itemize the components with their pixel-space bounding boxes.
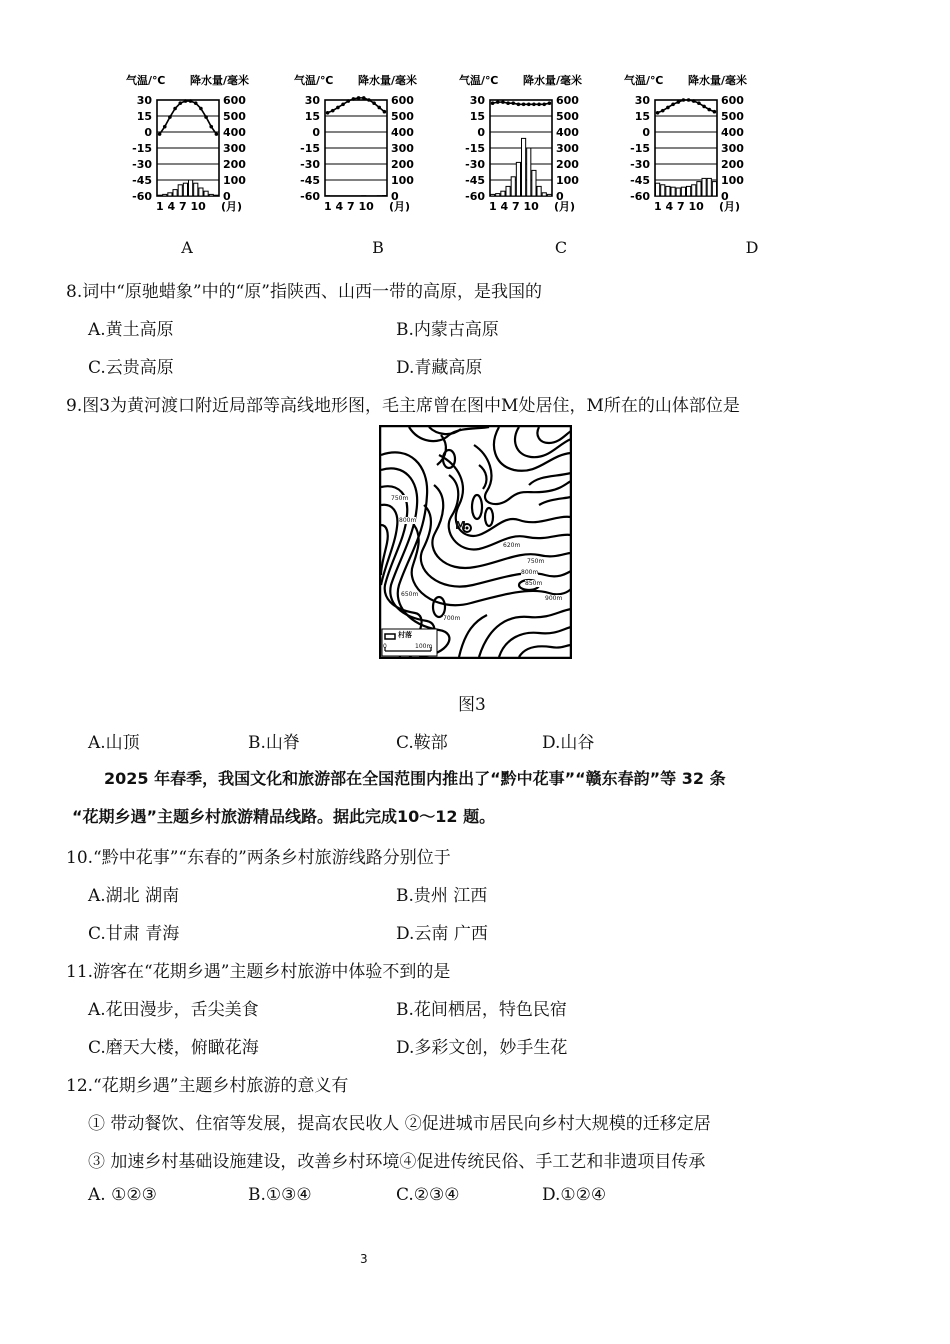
map-contour-label: 800m	[399, 517, 417, 524]
precip-bar	[712, 182, 716, 196]
q12-option-b: B.①③④	[248, 1185, 312, 1205]
temp-tick-label: 15	[304, 110, 320, 123]
temperature-point	[199, 107, 203, 111]
temperature-point	[377, 106, 381, 110]
precip-bar	[527, 148, 531, 196]
temperature-point	[336, 106, 340, 110]
q12-statement-2: ③ 加速乡村基础设施建设，改善乡村环境④促进传统民俗、手工艺和非遗项目传承	[88, 1152, 706, 1172]
temp-tick-label: 30	[136, 94, 152, 107]
temp-tick-label: 0	[312, 126, 320, 139]
temperature-point	[548, 101, 552, 105]
temperature-line	[493, 102, 550, 104]
precip-bar	[173, 190, 177, 196]
temp-tick-label: -45	[465, 174, 485, 187]
map-contour-label: 900m	[545, 595, 563, 602]
temperature-point	[184, 99, 188, 103]
map-scale-zero: 0	[383, 643, 387, 650]
q10-option-a: A.湖北 湖南	[88, 886, 180, 906]
temperature-point	[341, 102, 345, 106]
precip-tick-label: 500	[223, 110, 246, 123]
precip-tick-label: 200	[223, 158, 246, 171]
q8-option-a: A.黄土高原	[88, 320, 174, 340]
intro-line-2: “花期乡遇”主题乡村旅游精品线路。据此完成10～12 题。	[72, 807, 496, 826]
temperature-point	[522, 102, 526, 106]
temp-axis-title: 气温/℃	[624, 74, 664, 87]
temperature-point	[357, 96, 361, 100]
temperature-point	[163, 125, 167, 129]
temp-tick-label: -30	[132, 158, 152, 171]
precip-bar	[189, 180, 193, 196]
precip-bar	[661, 185, 665, 196]
page-number: 3	[360, 1252, 368, 1266]
chart-label-b: B	[372, 238, 384, 257]
precip-bar	[194, 183, 198, 196]
climate-charts-svg	[0, 0, 950, 230]
precip-bar	[178, 185, 182, 196]
precip-tick-label: 500	[391, 110, 414, 123]
precip-bar	[158, 195, 162, 196]
temperature-point	[511, 101, 515, 105]
precip-bar	[163, 194, 167, 196]
precip-tick-label: 200	[721, 158, 744, 171]
month-tick-label: 1 4 7 10	[489, 200, 539, 213]
q10-option-d: D.云南 广西	[396, 924, 488, 944]
q11-option-d: D.多彩文创，妙手生花	[396, 1038, 568, 1058]
precip-tick-label: 0	[721, 190, 729, 203]
temp-tick-label: 15	[469, 110, 485, 123]
q11-option-b: B.花间栖居，特色民宿	[396, 1000, 567, 1020]
temperature-point	[194, 101, 198, 105]
temp-tick-label: 30	[469, 94, 485, 107]
map-contour-label: 750m	[391, 495, 409, 502]
temperature-point	[362, 96, 366, 100]
temperature-point	[527, 102, 531, 106]
temp-tick-label: -15	[465, 142, 485, 155]
temperature-point	[661, 109, 665, 113]
temp-tick-label: 0	[642, 126, 650, 139]
q12-stem: 12.“花期乡遇”主题乡村旅游的意义有	[66, 1076, 349, 1096]
q11-option-a: A.花田漫步，舌尖美食	[88, 1000, 259, 1020]
precip-bar	[522, 138, 526, 196]
q10-option-b: B.贵州 江西	[396, 886, 488, 906]
temp-tick-label: -45	[300, 174, 320, 187]
chart-label-a: A	[181, 238, 193, 257]
precip-tick-label: 400	[223, 126, 246, 139]
temp-tick-label: 15	[136, 110, 152, 123]
precip-tick-label: 400	[391, 126, 414, 139]
precip-bar	[707, 178, 711, 196]
month-tick-label: 1 4 7 10	[156, 200, 206, 213]
temperature-point	[496, 100, 500, 104]
temp-axis-title: 气温/℃	[459, 74, 499, 87]
temperature-point	[687, 98, 691, 102]
temp-tick-label: -30	[630, 158, 650, 171]
precip-tick-label: 600	[556, 94, 579, 107]
q10-stem: 10.“黔中花事”“东春的”两条乡村旅游线路分别位于	[66, 848, 451, 868]
map-legend-label: 村落	[398, 631, 412, 639]
temp-tick-label: -15	[132, 142, 152, 155]
precip-bar	[496, 194, 500, 196]
month-tick-label: 1 4 7 10	[324, 200, 374, 213]
map-scale-length: 100m	[415, 643, 433, 650]
q10-option-c: C.甘肃 青海	[88, 924, 180, 944]
temperature-point	[168, 115, 172, 119]
temp-tick-label: -15	[300, 142, 320, 155]
q9-option-d: D.山谷	[542, 733, 595, 753]
temperature-point	[331, 109, 335, 113]
precip-tick-label: 600	[721, 94, 744, 107]
precip-tick-label: 500	[556, 110, 579, 123]
temperature-point	[204, 115, 208, 119]
temp-tick-label: -60	[300, 190, 320, 203]
temperature-point	[491, 101, 495, 105]
intro-line-1: 2025 年春季，我国文化和旅游部在全国范围内推出了“黔中花事”“赣东春韵”等 32 条	[104, 769, 726, 788]
precip-tick-label: 300	[391, 142, 414, 155]
precip-bar	[692, 185, 696, 196]
temperature-point	[506, 101, 510, 105]
temperature-point	[702, 105, 706, 109]
precip-axis-title: 降水量/毫米	[358, 74, 418, 87]
temperature-point	[383, 110, 387, 114]
temp-axis-title: 气温/℃	[294, 74, 334, 87]
precip-bar	[537, 186, 541, 196]
temperature-point	[367, 98, 371, 102]
precip-tick-label: 0	[223, 190, 231, 203]
temperature-point	[326, 111, 330, 115]
temp-tick-label: -60	[132, 190, 152, 203]
map-contour-label: 650m	[401, 591, 419, 598]
month-unit-label: (月)	[719, 200, 741, 213]
precip-bar	[702, 178, 706, 196]
precip-bar	[666, 186, 670, 196]
temperature-point	[209, 125, 213, 129]
precip-tick-label: 300	[223, 142, 246, 155]
temperature-point	[173, 107, 177, 111]
q9-option-a: A.山顶	[88, 733, 140, 753]
chart-label-c: C	[554, 238, 568, 257]
precip-tick-label: 100	[391, 174, 414, 187]
temperature-point	[532, 102, 536, 106]
precip-tick-label: 400	[721, 126, 744, 139]
temp-tick-label: 15	[634, 110, 650, 123]
temp-tick-label: -45	[630, 174, 650, 187]
temp-tick-label: -45	[132, 174, 152, 187]
precip-tick-label: 600	[391, 94, 414, 107]
month-unit-label: (月)	[554, 200, 576, 213]
q9-option-b: B.山脊	[248, 733, 300, 753]
q9-option-c: C.鞍部	[396, 733, 448, 753]
precip-tick-label: 100	[223, 174, 246, 187]
precip-bar	[199, 188, 203, 196]
precip-tick-label: 100	[556, 174, 579, 187]
climate-charts	[0, 0, 950, 260]
temperature-point	[537, 102, 541, 106]
precip-tick-label: 400	[556, 126, 579, 139]
temperature-point	[692, 99, 696, 103]
temperature-point	[666, 106, 670, 110]
q11-option-c: C.磨天大楼，俯瞰花海	[88, 1038, 259, 1058]
precip-bar	[547, 194, 551, 196]
q12-option-a: A. ①②③	[88, 1185, 157, 1205]
precip-tick-label: 300	[556, 142, 579, 155]
q9-stem: 9.图3为黄河渡口附近局部等高线地形图，毛主席曾在图中M处居住，M所在的山体部位是	[66, 396, 740, 416]
precip-bar	[676, 188, 680, 196]
precip-bar	[491, 194, 495, 196]
precip-tick-label: 0	[556, 190, 564, 203]
precip-bar	[671, 187, 675, 196]
precip-bar	[681, 187, 685, 196]
q12-option-d: D.①②④	[542, 1185, 607, 1205]
map-m-label: M	[455, 519, 466, 532]
temp-tick-label: 30	[304, 94, 320, 107]
precip-axis-title: 降水量/毫米	[523, 74, 583, 87]
temperature-point	[346, 99, 350, 103]
q8-stem: 8.词中“原驰蜡象”中的“原”指陕西、山西一带的高原，是我国的	[66, 282, 542, 302]
contour-map-svg	[379, 425, 572, 659]
precip-axis-title: 降水量/毫米	[190, 74, 250, 87]
precip-bar	[501, 191, 505, 196]
temperature-point	[676, 100, 680, 104]
precip-bar	[214, 195, 218, 196]
month-unit-label: (月)	[389, 200, 411, 213]
q8-option-d: D.青藏高原	[396, 358, 483, 378]
precip-bar	[516, 162, 520, 196]
temp-tick-label: 30	[634, 94, 650, 107]
precip-bar	[168, 193, 172, 196]
precip-bar	[697, 182, 701, 196]
temperature-point	[671, 102, 675, 106]
temp-tick-label: -60	[465, 190, 485, 203]
q8-option-c: C.云贵高原	[88, 358, 174, 378]
temp-tick-label: -15	[630, 142, 650, 155]
precip-bar	[204, 191, 208, 196]
precip-tick-label: 600	[223, 94, 246, 107]
precip-tick-label: 0	[391, 190, 399, 203]
temperature-point	[158, 132, 162, 136]
map-contour-label: 850m	[525, 580, 543, 587]
precip-tick-label: 500	[721, 110, 744, 123]
temperature-line	[658, 100, 715, 113]
temperature-point	[352, 97, 356, 101]
temperature-point	[713, 110, 717, 114]
temperature-point	[178, 101, 182, 105]
precip-bar	[687, 186, 691, 196]
temperature-point	[682, 98, 686, 102]
map-contour-label: 800m	[521, 569, 539, 576]
temperature-line	[160, 101, 217, 134]
precip-bar	[542, 193, 546, 196]
temp-tick-label: 0	[144, 126, 152, 139]
map-contour-label: 750m	[527, 558, 545, 565]
temp-tick-label: 0	[477, 126, 485, 139]
precip-axis-title: 降水量/毫米	[688, 74, 748, 87]
temperature-point	[501, 100, 505, 104]
precip-tick-label: 300	[721, 142, 744, 155]
month-tick-label: 1 4 7 10	[654, 200, 704, 213]
precip-tick-label: 100	[721, 174, 744, 187]
temperature-point	[215, 132, 219, 136]
precip-tick-label: 200	[391, 158, 414, 171]
temp-axis-title: 气温/℃	[126, 74, 166, 87]
precip-tick-label: 200	[556, 158, 579, 171]
temperature-point	[517, 102, 521, 106]
q8-option-b: B.内蒙古高原	[396, 320, 499, 340]
temperature-point	[707, 108, 711, 112]
q12-statement-1: ① 带动餐饮、住宿等发展，提高农民收人 ②促进城市居民向乡村大规模的迁移定居	[88, 1114, 711, 1134]
map-contour-label: 700m	[443, 615, 461, 622]
precip-bar	[183, 183, 187, 196]
q11-stem: 11.游客在“花期乡遇”主题乡村旅游中体验不到的是	[66, 962, 451, 982]
figure-3-caption: 图3	[458, 695, 486, 715]
temp-tick-label: -30	[465, 158, 485, 171]
q12-option-c: C.②③④	[396, 1185, 460, 1205]
precip-bar	[506, 186, 510, 196]
temp-tick-label: -60	[630, 190, 650, 203]
month-unit-label: (月)	[221, 200, 243, 213]
map-contour-label: 620m	[503, 542, 521, 549]
temperature-point	[656, 111, 660, 115]
precip-bar	[532, 170, 536, 196]
contour-map	[379, 425, 572, 659]
temperature-point	[542, 102, 546, 106]
temperature-point	[697, 101, 701, 105]
temp-tick-label: -30	[300, 158, 320, 171]
precip-bar	[656, 183, 660, 196]
temperature-point	[372, 101, 376, 105]
chart-label-d: D	[745, 238, 759, 257]
precip-bar	[209, 194, 213, 196]
precip-bar	[511, 177, 515, 196]
temperature-point	[189, 99, 193, 103]
